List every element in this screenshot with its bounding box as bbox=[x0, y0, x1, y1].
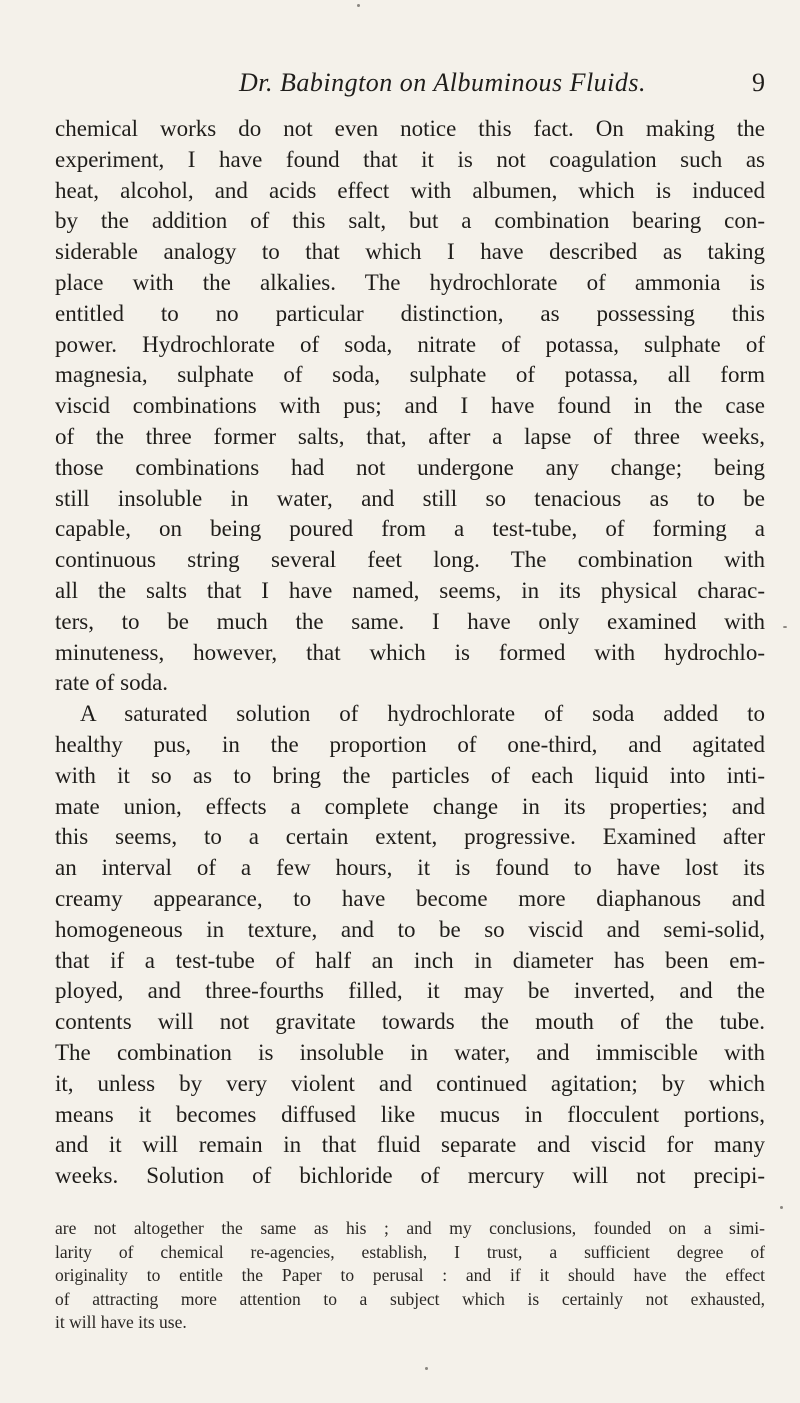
footnote-line: are not altogether the same as his ; and my conclusions, founded on a simi- bbox=[55, 1218, 765, 1238]
body-line: magnesia, sulphate of soda, sulphate of potassa, all form bbox=[55, 362, 765, 388]
body-line: The combination is insoluble in water, and immiscible with bbox=[55, 1039, 765, 1065]
footnote-line: larity of chemical re-agencies, establish, I trust, a sufficient degree of bbox=[55, 1241, 765, 1262]
body-line: viscid combinations with pus; and I have found in the case bbox=[55, 393, 765, 419]
body-line: it, unless by very violent and continued agitation; by which bbox=[55, 1070, 765, 1096]
body-line: continuous string several feet long. The combination with bbox=[55, 547, 765, 573]
body-line: healthy pus, in the proportion of one-third, and agitated bbox=[55, 731, 765, 757]
running-title: Dr. Babington on Albuminous Fluids. bbox=[238, 68, 647, 97]
body-line: entitled to no particular distinction, as possessing this bbox=[55, 300, 765, 326]
body-line: an interval of a few hours, it is found to have lost its bbox=[55, 855, 765, 881]
paper-speck bbox=[780, 1206, 783, 1209]
body-line: and it will remain in that fluid separate and viscid for many bbox=[55, 1132, 765, 1158]
body-line: all the salts that I have named, seems, in its physical charac- bbox=[55, 577, 765, 603]
body-line: capable, on being poured from a test-tube, of forming a bbox=[55, 516, 765, 542]
body-line: minuteness, however, that which is formed with hydrochlo- bbox=[55, 639, 765, 665]
body-line: homogeneous in texture, and to be so viscid and semi-solid, bbox=[55, 916, 765, 942]
paper-speck bbox=[425, 1367, 428, 1370]
body-line: that if a test-tube of half an inch in diameter has been em- bbox=[55, 947, 765, 973]
body-line: this seems, to a certain extent, progressive. Examined after bbox=[55, 824, 765, 850]
body-line: creamy appearance, to have become more diaphanous and bbox=[55, 885, 765, 911]
footnote-line: of attracting more attention to a subject which is certainly not exhausted, bbox=[55, 1288, 765, 1309]
body-line: experiment, I have found that it is not coagulation such as bbox=[55, 146, 765, 172]
body-line: heat, alcohol, and acids effect with albumen, which is induced bbox=[55, 177, 765, 203]
footnote-line: originality to entitle the Paper to perusal : and if it should have the effect bbox=[55, 1265, 765, 1286]
body-line: weeks. Solution of bichloride of mercury will not precipi- bbox=[55, 1163, 765, 1189]
page-number: 9 bbox=[752, 68, 765, 97]
body-line: place with the alkalies. The hydrochlorate of ammonia is bbox=[55, 269, 765, 295]
body-line: power. Hydrochlorate of soda, nitrate of potassa, sulphate of bbox=[55, 331, 765, 357]
body-line: rate of soda. bbox=[55, 670, 169, 696]
body-line: ters, to be much the same. I have only examined with bbox=[55, 608, 765, 634]
body-line: still insoluble in water, and still so tenacious as to be bbox=[55, 485, 765, 511]
body-line: with it so as to bring the particles of each liquid into inti- bbox=[55, 762, 765, 788]
paper-speck bbox=[783, 626, 787, 628]
body-line: ployed, and three-fourths filled, it may be inverted, and the bbox=[55, 978, 765, 1004]
paragraph-start-line: A saturated solution of hydrochlorate of soda added to bbox=[80, 701, 765, 727]
running-head bbox=[120, 66, 765, 100]
body-line: of the three former salts, that, after a lapse of three weeks, bbox=[55, 423, 765, 449]
footnote-line: it will have its use. bbox=[55, 1312, 187, 1333]
body-line: contents will not gravitate towards the mouth of the tube. bbox=[55, 1009, 765, 1035]
body-line: those combinations had not undergone any change; being bbox=[55, 454, 765, 480]
footnote bbox=[55, 1217, 765, 1335]
body-line: chemical works do not even notice this fact. On making the bbox=[55, 116, 765, 141]
body-line: siderable analogy to that which I have described as taking bbox=[55, 239, 765, 265]
paper-speck bbox=[357, 4, 360, 7]
body-line: mate union, effects a complete change in its properties; and bbox=[55, 793, 765, 819]
body-text bbox=[55, 114, 765, 1192]
body-line: means it becomes diffused like mucus in flocculent portions, bbox=[55, 1101, 765, 1127]
body-line: by the addition of this salt, but a combination bearing con- bbox=[55, 208, 765, 234]
